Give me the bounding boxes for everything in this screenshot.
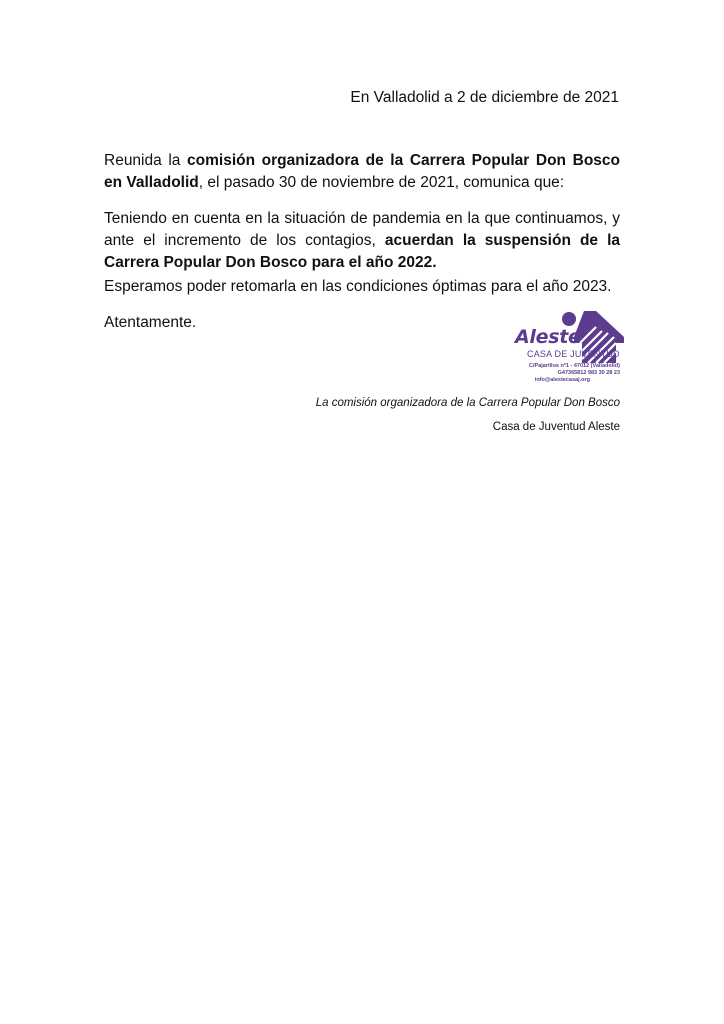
paragraph-hope: Esperamos poder retomarla en las condiciones óptimas para el año 2023.	[104, 278, 612, 295]
signature-committee: La comisión organizadora de la Carrera Popular Don Bosco	[315, 397, 620, 409]
logo-address: C/Pajarillos nº1 - 47012 (Valladolid)	[529, 363, 620, 369]
signature-organization: Casa de Juventud Aleste	[492, 421, 620, 433]
paragraph-announcement	[104, 150, 620, 194]
letter-date: En Valladolid a 2 de diciembre de 2021	[350, 89, 619, 106]
logo-name: Aleste	[515, 326, 581, 348]
aleste-logo	[512, 311, 624, 391]
logo-subtitle: CASA DE JUVENTUD	[527, 349, 620, 359]
committee-name: comisión organizadora de la Carrera Popular Don Bosco en Valladolid	[104, 152, 621, 191]
logo-phones: G47365812 983 30 28 23	[557, 370, 620, 376]
closing: Atentamente.	[104, 314, 197, 331]
decision-text: acuerdan la suspensión de la Carrera Popular Don Bosco para el año 2022.	[104, 232, 620, 271]
logo-email: info@alestecasaj.org	[534, 377, 590, 383]
paragraph-text: Reunida la	[104, 152, 188, 169]
paragraph-text: Teniendo en cuenta en la situación de pandemia en la que continuamos, y ante el incremento de los contagios,	[104, 210, 620, 249]
paragraph-text: , el pasado 30 de noviembre de 2021, comunica que:	[198, 174, 565, 191]
paragraph-decision	[104, 208, 620, 274]
